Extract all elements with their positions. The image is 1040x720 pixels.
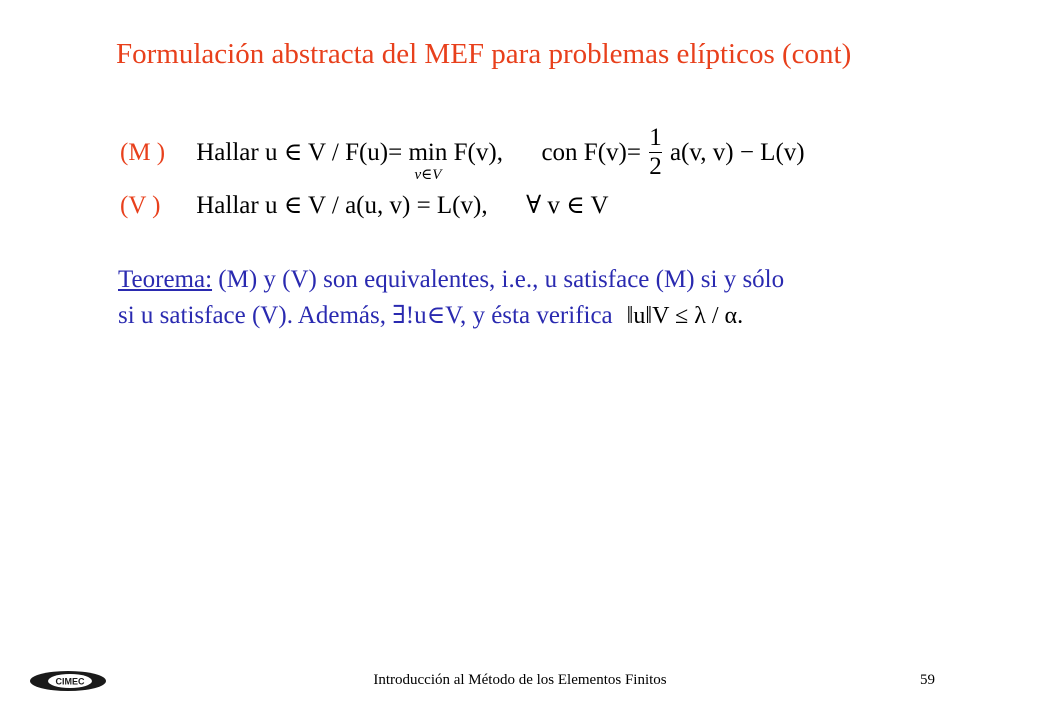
equation-m-text-d: a(v, v) − L(v) [669,139,805,167]
fraction-numerator: 1 [649,124,662,151]
page-number: 59 [920,672,935,688]
equation-m [120,126,805,183]
norm-bound-expression: ‖u‖V ≤ λ / α. [626,303,744,329]
slide-title: Formulación abstracta del MEF para problemas elípticos (cont) [116,38,852,70]
footer-course-title: Introducción al Método de los Elementos Finitos [373,672,667,688]
equation-v [120,190,609,220]
theorem-line-2-text: si u satisface (V). Además, ∃!u∈V, y ésta verifica [118,302,613,329]
theorem-line-1-text: (M) y (V) son equivalentes, i.e., u satisface (M) si y sólo [212,266,785,293]
fraction-one-half [649,124,662,181]
theorem-label: Teorema: [118,266,213,293]
fraction-denominator: 2 [649,153,662,180]
min-label: min [408,139,448,167]
equation-m-text-c: con F(v)= [541,139,641,167]
min-operator [408,139,448,184]
equation-m-tag: (M ) [120,139,166,167]
equation-v-text-a: Hallar u ∈ V / a(u, v) = L(v), [196,192,488,219]
equation-m-text-b: F(v), [453,139,503,167]
theorem-line-1 [118,262,998,298]
min-subscript: v∈V [414,167,442,184]
equation-v-tag: (V ) [120,192,161,219]
theorem-block [118,262,998,334]
equation-v-text-b: ∀ v ∈ V [526,192,609,219]
equation-m-text-a: Hallar u ∈ V / F(u)= [196,139,409,167]
logo-text: CIMEC [55,676,85,687]
theorem-line-2 [118,298,998,334]
